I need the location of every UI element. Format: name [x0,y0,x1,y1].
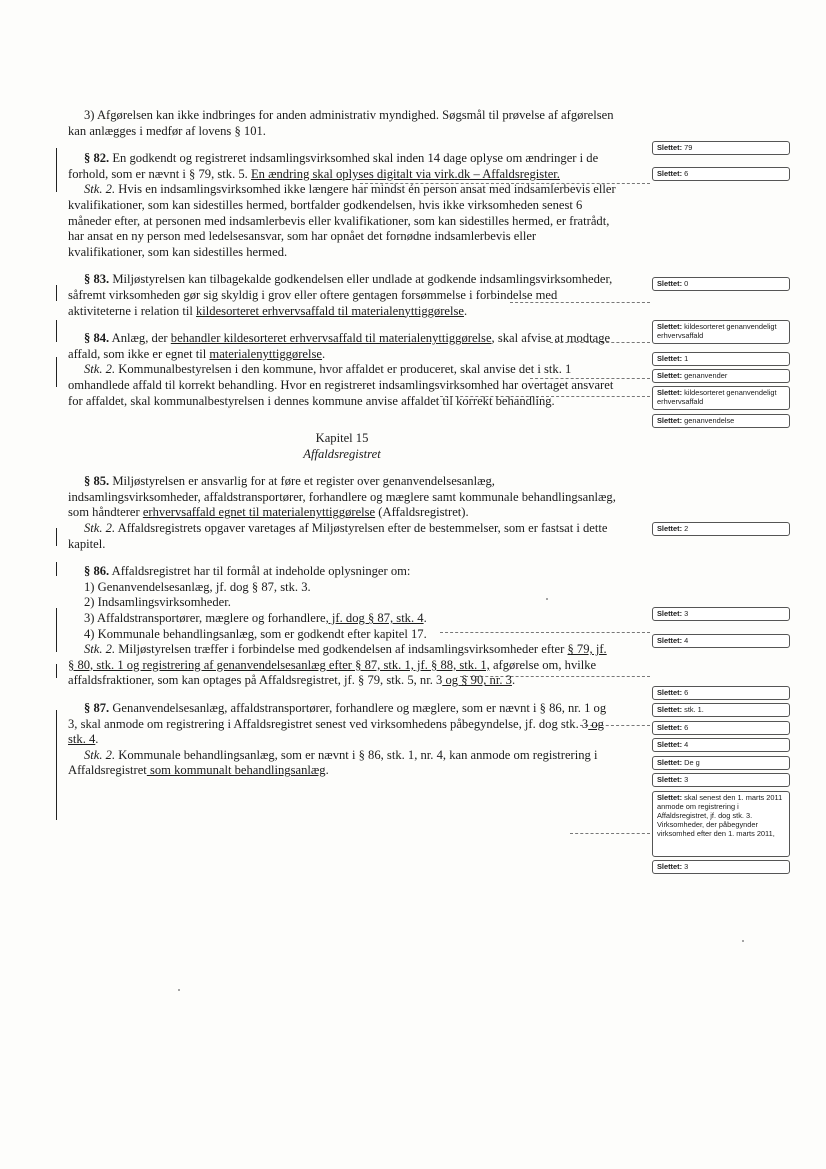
inserted-text: erhvervsaffald egnet til materialenyttiggørelse [142,505,376,520]
comment-text: 2 [684,524,689,533]
comment-text: De g [684,758,700,767]
section-number: § 84. [84,331,110,346]
section-text: (Affaldsregistret). [375,505,469,520]
list-item: 2) Indsamlingsvirksomheder. [84,595,231,610]
inserted-text: En ændring skal oplyses digitalt via virk.dk – Affaldsregister. [250,166,560,181]
section-86-stk2 [68,642,616,689]
comment-text: genanvendelse [684,416,735,425]
section-text: Affaldsregistret har til formål at indeholde oplysninger om: [109,564,411,579]
comment-label: Slettet: [657,636,683,645]
change-bar [56,320,57,342]
change-bar [56,357,57,387]
section-text: . [95,732,99,747]
comment-text: 3 [684,862,689,871]
comment-label: Slettet: [657,169,683,178]
section-number: § 86. [84,564,110,579]
comment-text: genanvender [684,371,728,380]
stk-label: Stk. 2. [84,642,116,657]
section-87-stk2 [68,748,616,779]
section-82-stk2 [68,182,616,260]
inserted-text: materialenyttiggørelse [209,346,323,361]
comment-text: 79 [684,143,693,152]
section-text: . [322,346,326,361]
section-86 [68,564,616,580]
inserted-text: kildesorteret erhvervsaffald til materialenyttiggørelse [196,303,464,318]
comment-balloon[interactable] [652,738,790,752]
section-82 [68,151,616,182]
section-text: . [463,303,468,318]
change-bar [56,664,57,678]
comment-label: Slettet: [657,862,683,871]
change-bar [56,148,57,192]
comment-text: 4 [684,636,689,645]
change-bar [56,562,57,576]
section-text: . [511,673,516,688]
comment-balloon[interactable] [652,756,790,770]
section-text: 3) Affaldstransportører, mæglere og forhandlere [84,611,326,626]
comment-text: skal senest den 1. marts 2011 anmode om registrering i Affaldsregistret, jf. dog stk. 3. Virksomheder, der påbegynder virksomhed efter den 1. marts 2011, [657,793,783,838]
comment-text: stk. 1. [684,705,704,714]
change-bar [56,608,57,652]
inserted-text: og § 90, nr. 3 [442,673,512,688]
scan-speck [178,989,180,991]
comment-label: Slettet: [657,609,683,618]
comment-text: kildesorteret genanvendeligt erhvervsaffald [657,388,777,406]
comment-label: Slettet: [657,740,683,749]
paragraph-p1: 3) Afgørelsen kan ikke indbringes for anden administrativ myndighed. Søgsmål til prøvelse af afgørelsen kan anlægges i medfør af lovens § 101. [68,108,614,138]
comment-text: 6 [684,723,689,732]
section-text: Anlæg, der [109,331,171,346]
section-text: afgørelse om, hvilke affaldsfraktioner, som kan optages på Affaldsregistret, jf. § 79, stk. 5, nr. 3 [68,657,597,688]
comment-label: Slettet: [657,758,683,767]
comment-label: Slettet: [657,354,683,363]
section-number: § 87. [84,701,110,715]
comment-text: 0 [684,279,689,288]
change-bar [56,710,57,820]
comment-label: Slettet: [657,371,683,380]
section-84-stk2 [68,362,616,409]
comment-label: Slettet: [657,143,683,152]
section-text: Kommunale behandlingsanlæg, som er nævnt i § 86, stk. 1, nr. 4, kan anmode om registrering i Affaldsregistret [68,747,598,778]
comment-balloon[interactable] [652,141,790,155]
comment-balloon[interactable] [652,414,790,428]
list-item: 4) Kommunale behandlingsanlæg, som er godkendt efter kapitel 17. [84,626,427,641]
comment-text: 3 [684,775,689,784]
comment-label: Slettet: [657,416,683,425]
comment-label: Slettet: [657,688,683,697]
section-text: , skal afvise at modtage affald, som ikke er egnet til [68,331,611,361]
comment-balloon[interactable] [652,860,790,874]
comment-balloon[interactable] [652,352,790,366]
inserted-text: behandler kildesorteret erhvervsaffald til materialenyttiggørelse [170,331,492,346]
list-item [68,611,616,627]
section-text: En godkendt og registreret indsamlingsvirksomhed skal inden 14 dage oplyse om ændringer i de forhold, som er nævnt i § 79, stk. 5. [68,151,599,181]
section-83 [68,272,616,319]
comment-balloon[interactable] [652,386,790,410]
scan-speck [742,940,744,942]
comment-balloon[interactable] [652,277,790,291]
comment-balloon[interactable] [652,369,790,383]
inserted-text: § 79, jf. § 80, stk. 1 og registrering af genanvendelsesanlæg efter § 87, stk. 1, jf. § 88, stk. 1, [68,642,607,672]
comment-balloon[interactable] [652,773,790,787]
comment-text: 1 [684,354,689,363]
comment-label: Slettet: [657,705,683,714]
inserted-text: som kommunalt behandlingsanlæg [146,763,326,778]
change-bar [56,528,57,546]
section-85-stk2 [68,521,616,552]
comment-label: Slettet: [657,388,683,397]
chapter-subtitle: Affaldsregistret [303,446,381,461]
section-text: Miljøstyrelsen træffer i forbindelse med godkendelsen af indsamlingsvirksomheder efter [115,642,568,657]
comment-balloon[interactable] [652,522,790,536]
comment-connector [570,833,650,834]
comment-text: 3 [684,609,689,618]
stk-label: Stk. 2. [84,521,116,536]
stk-label: Stk. 2. [84,747,116,762]
comment-balloon[interactable] [652,703,790,717]
section-text: Genanvendelsesanlæg, affaldstransportører, forhandlere og mæglere, som er nævnt i § 86, nr. 1 og 3, skal anmode om registrering i Affaldsregistret senest ved virksomhedens påbegyndelse, jf. dog stk. 3 [68,701,607,731]
comment-text: kildesorteret genanvendeligt erhvervsaffald [657,322,777,340]
section-number: § 83. [84,272,110,287]
section-number: § 85. [84,474,110,489]
section-text: . [325,763,329,778]
inserted-text: og stk. 4 [68,716,604,747]
comment-balloon[interactable] [652,791,790,857]
section-number: § 82. [84,151,110,166]
change-bar [56,285,57,301]
stk-label: Stk. 2. [84,182,116,197]
section-text: . [423,611,427,626]
inserted-text: , jf. dog § 87, stk. 4 [325,611,424,626]
comment-label: Slettet: [657,775,683,784]
section-text: Miljøstyrelsen kan tilbagekalde godkendelsen eller undlade at godkende indsamlingsvirksomheder, såfremt virksomheden gør sig skyldig i grov eller oftere gentagen forsømmelse i forbindelse med aktiviteterne i relation til [68,272,613,318]
comment-label: Slettet: [657,723,683,732]
document-body [68,108,616,779]
stk-label: Stk. 2. [84,362,116,377]
section-84 [68,331,616,362]
comment-text: 4 [684,740,689,749]
section-87 [68,701,616,748]
comment-balloon[interactable] [652,686,790,700]
comment-balloon[interactable] [652,320,790,344]
comment-label: Slettet: [657,279,683,288]
section-text: Kommunalbestyrelsen i den kommune, hvor affaldet er produceret, skal anvise det i stk. 1 omhandlede affald til korrekt behandling. Hvor en registreret indsamlingsvirksomhed har overtaget ansvaret for affaldet, skal kommunalbestyrelsen i dennes kommune anvise affaldet til korrekt behandling. [68,362,614,408]
section-85 [68,474,616,521]
chapter-title: Kapitel 15 [315,431,369,446]
comment-label: Slettet: [657,524,683,533]
section-text: Affaldsregistrets opgaver varetages af Miljøstyrelsen efter de bestemmelser, som er fastsat i dette kapitel. [68,521,608,551]
comment-balloon[interactable] [652,721,790,735]
comment-text: 6 [684,169,689,178]
section-text: Hvis en indsamlingsvirksomhed ikke længere har mindst én person ansat med indsamlerbevis eller kvalifikationer, som kan sidestilles hermed, bortfalder godkendelsen, hvis ikke virksomheden senest 6 måneder efter, at personen med indsamlerbevis eller kvalifikationer, som kan sidestilles hermed, er fratrådt, har ansat en ny person med ledelsesansvar, som har opnået det fornødne indsamlerbevis eller kvalifikationer, som kan sidestilles hermed. [68,182,616,259]
comment-balloon[interactable] [652,634,790,648]
comment-balloon[interactable] [652,167,790,181]
comment-balloon[interactable] [652,607,790,621]
section-text: Miljøstyrelsen er ansvarlig for at føre et register over genanvendelsesanlæg, indsamlingsvirksomheder, affaldstransportører, forhandlere og mæglere samt kommunale behandlingsanlæg, som håndterer [68,474,616,520]
comment-label: Slettet: [657,322,683,331]
comment-text: 6 [684,688,689,697]
list-item: 1) Genanvendelsesanlæg, jf. dog § 87, stk. 3. [84,579,311,594]
comment-label: Slettet: [657,793,683,802]
